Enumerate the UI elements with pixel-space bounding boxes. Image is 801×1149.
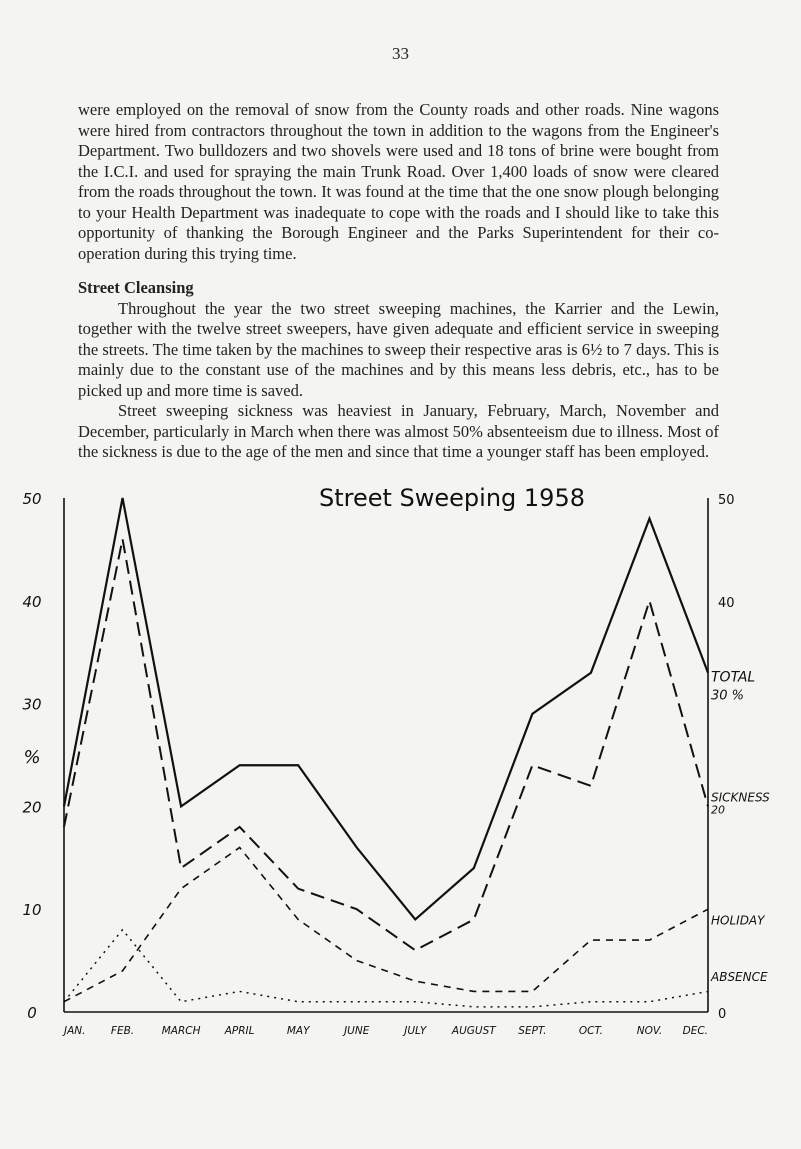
series-sickness xyxy=(64,539,708,950)
paragraph-sickness: Street sweeping sickness was heaviest in January, February, March, November and December, particularly in March when there was almost 50% absenteeism due to illness. Most of the sickness is due to the age of the men and since that time a younger staff has been employed. xyxy=(78,401,719,461)
y-tick-left: 10 xyxy=(22,901,42,920)
annotation-absence: ABSENCE xyxy=(711,970,768,985)
x-tick-label: MAY xyxy=(286,1025,310,1037)
y-tick-right: 0 xyxy=(718,1007,727,1022)
x-tick-label: JUNE xyxy=(344,1025,370,1037)
x-tick-label: FEB. xyxy=(110,1025,135,1037)
x-tick-label: DEC. xyxy=(682,1025,708,1037)
y-tick-left: 0 xyxy=(27,1004,37,1022)
x-tick-label: JULY xyxy=(404,1025,427,1037)
x-tick-label: MARCH xyxy=(161,1025,201,1037)
body-text xyxy=(78,100,719,463)
annotation-total: TOTAL xyxy=(711,669,756,686)
annotation-holiday: HOLIDAY xyxy=(711,913,765,928)
y-tick-right: 50 xyxy=(718,493,735,508)
chart-title: Street Sweeping 1958 xyxy=(318,484,586,512)
x-tick-label: JAN. xyxy=(64,1025,86,1037)
y-axis-label: % xyxy=(23,747,41,768)
chart-labels xyxy=(22,490,770,1037)
y-tick-left: 50 xyxy=(22,490,42,508)
page-number: 33 xyxy=(392,44,409,63)
annotation-sickness: SICKNESS xyxy=(711,790,770,805)
street-sweeping-chart xyxy=(0,476,801,1144)
paragraph-snow: were employed on the removal of snow from the County roads and other roads. Nine wagons were hired from contractors throughout the town in addition to the wagons from the Engineer's Department. Two bulldozers and two shovels were used and 18 tons of brine were bought from the I.C.I. and used for spraying the main Trunk Road. Over 1,400 loads of snow were cleared from the roads throughout the town. It was found at the time that the one snow plough belonging to your Health Department was inadequate to cope with the roads and I should like to take this opportunity of thanking the Borough Engineer and the Parks Superintendent for their co-operation during this trying time. xyxy=(78,100,719,263)
paragraph-machines: Throughout the year the two street sweeping machines, the Karrier and the Lewin, together with the twelve street sweepers, have given adequate and efficient service in sweeping the streets. The time taken by the machines to sweep their respective aras is 6½ to 7 days. This is mainly due to the constant use of the machines and by this means less debris, etc., has to be picked up and more time is saved. xyxy=(78,298,719,400)
series-total xyxy=(64,498,708,919)
annotation-total-pct: 30 % xyxy=(711,688,745,704)
x-tick-label: AUGUST xyxy=(451,1025,496,1037)
y-tick-left: 40 xyxy=(22,592,42,611)
section-heading: Street Cleansing xyxy=(78,278,194,297)
annotation-sickness-pct: 20 xyxy=(711,803,725,817)
x-tick-label: SEPT. xyxy=(518,1025,547,1037)
y-tick-left: 20 xyxy=(22,798,42,817)
series-absence xyxy=(64,930,708,1007)
x-tick-label: NOV. xyxy=(636,1025,663,1037)
y-tick-left: 30 xyxy=(22,695,42,714)
chart-svg xyxy=(0,476,801,1144)
chart-series xyxy=(64,498,708,1007)
y-tick-right: 40 xyxy=(718,595,735,611)
series-holiday xyxy=(64,848,708,1002)
x-tick-label: APRIL xyxy=(224,1025,255,1037)
x-tick-label: OCT. xyxy=(578,1025,603,1037)
